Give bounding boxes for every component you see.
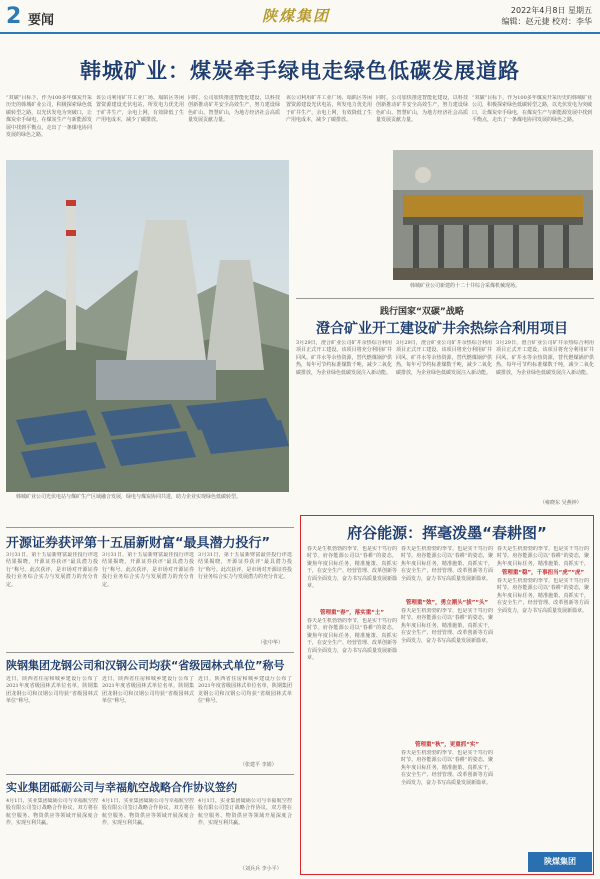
power-plant-caption: 韩城矿业公司光伏电站与煤矿生产区域融合发展，绿电与煤炭协同共进，助力企业实现绿色低碳转型。 (16, 494, 242, 500)
side-story-byline: （雍晓东 吴燕钟） (540, 500, 582, 506)
shiye-body-2: 4月1日，实业集团砥砺公司与幸福航空控股有限公司签订战略合作协议，双方将在航空服务、物资供应等领域开展深度合作，实现互利共赢。 (102, 798, 194, 827)
editor-credits: 编辑：赵元捷 校对：李华 (501, 17, 592, 26)
shaangang-title: 陕钢集团龙钢公司和汉钢公司均获“省级园林式单位”称号 (6, 659, 285, 672)
feature-subhead-2: 管理重“效”，勇立潮头“拔”“头” (405, 600, 489, 606)
feature-subhead-1: 管理重“春”，落实重“土” (320, 610, 384, 616)
shaangang-body-1: 近日，陕西省住房和城乡建设厅公布了2021年度省级园林式单位名单，陕钢集团龙钢公司和汉钢公司均获“省级园林式单位”称号。 (6, 676, 98, 705)
feature-body-1: 春天是生机勃勃的季节，也是实干笃行的时节。府谷能源公司以“春耕”的姿态，聚焦年度目标任务，精准施策、真抓实干，在安全生产、经营管理、改革创新等方面全面发力，奋力书写高质量发展新篇章。 (307, 546, 397, 590)
header-rule (0, 32, 600, 34)
shaangang-byline: （张建平 李娟） (240, 762, 277, 768)
feature-body-4: 春天是生机勃勃的季节，也是实干笃行的时节。府谷能源公司以“春耕”的姿态，聚焦年度目标任务，精准施策、真抓实干，在安全生产、经营管理、改革创新等方面全面发力，奋力书写高质量发展新篇章。 (401, 608, 493, 644)
section-name: 要闻 (28, 13, 55, 28)
feature-body-7: 春天是生机勃勃的季节，也是实干笃行的时节。府谷能源公司以“春耕”的姿态，聚焦年度目标任务，精准施策、真抓实干，在安全生产、经营管理、改革创新等方面全面发力，奋力书写高质量发展新篇章。 (497, 578, 589, 614)
main-story-body-5: 该公司利用矿井工业广场、塌陷区等闲置资源建设光伏电站，所发电力优先用于矿井生产，余电上网，有效降低了生产用电成本，减少了碳排放。 (286, 95, 372, 124)
kaiyuan-body-2: 3月31日，第十五届新财富最佳投行评选结果揭晓，开源证券获评“最具潜力投行”称号。此次获评，是市场对开源证券投行业务综合实力与发展潜力的充分肯定。 (102, 552, 194, 588)
shiye-byline: （刘兵兵 李小平） (240, 866, 282, 872)
page-number: 2 (6, 4, 22, 29)
feature-subhead-3: 管理重“秋”，更重抓“实” (415, 742, 479, 748)
issue-date: 2022年4月8日 星期五 (510, 6, 592, 15)
side-story-kicker: 践行国家“双碳”战略 (380, 307, 464, 317)
divider-side (296, 298, 594, 299)
main-story-body-3: 同时，公司加快推进智能化建设，以科技创新推动矿井安全高效生产，努力建设绿色矿山、智慧矿山，为地方经济社会高质量发展贡献力量。 (188, 95, 280, 124)
shiye-title: 实业集团砥砺公司与幸福航空战略合作协议签约 (6, 781, 237, 794)
masthead (0, 0, 600, 34)
main-story-lead: “双碳”目标下，作为100多年煤炭开采历史的韩城矿业公司，积极探索绿色低碳转型之路，以光伏发电为突破口，让煤炭牵手绿电，在煤炭生产与新能源发展中找到平衡点，走出了一条煤电协同发展的绿色之路。 (6, 95, 92, 139)
side-story-title: 澄合矿业开工建设矿井余热综合利用项目 (316, 321, 568, 337)
kaiyuan-body-1: 3月31日，第十五届新财富最佳投行评选结果揭晓，开源证券获评“最具潜力投行”称号。此次获评，是市场对开源证券投行业务综合实力与发展潜力的充分肯定。 (6, 552, 98, 588)
shaangang-body-3: 近日，陕西省住房和城乡建设厅公布了2021年度省级园林式单位名单，陕钢集团龙钢公司和汉钢公司均获“省级园林式单位”称号。 (198, 676, 292, 705)
feature-body-6: 春天是生机勃勃的季节，也是实干笃行的时节。府谷能源公司以“春耕”的姿态，聚焦年度目标任务，精准施策、真抓实干， (497, 546, 589, 566)
kaiyuan-body-3: 3月31日，第十五届新财富最佳投行评选结果揭晓，开源证券获评“最具潜力投行”称号。此次获评，是市场对开源证券投行业务综合实力与发展潜力的充分肯定。 (198, 552, 292, 581)
main-story-body-7: “双碳”目标下，作为100多年煤炭开采历史的韩城矿业公司，积极探索绿色低碳转型之路，以光伏发电为突破口，让煤炭牵手绿电，在煤炭生产与新能源发展中找到平衡点，走出了一条煤电协同发展的绿色之路。 (472, 95, 592, 124)
feature-body-3: 春天是生机勃勃的季节，也是实干笃行的时节。府谷能源公司以“春耕”的姿态，聚焦年度目标任务，精准施策、真抓实干，在安全生产、经营管理、改革创新等方面全面发力，奋力书写高质量发展新篇章。 (401, 546, 493, 582)
divider-left-2 (6, 652, 294, 653)
power-plant-photo (6, 160, 289, 492)
feature-subhead-4: 管理重“稳”，千事担当“虎”“虎” (501, 570, 585, 576)
shaangang-body-2: 近日，陕西省住房和城乡建设厅公布了2021年度省级园林式单位名单，陕钢集团龙钢公司和汉钢公司均获“省级园林式单位”称号。 (102, 676, 194, 705)
kaiyuan-byline: （张中华） (258, 640, 284, 646)
feature-body-2: 春天是生机勃勃的季节，也是实干笃行的时节。府谷能源公司以“春耕”的姿态，聚焦年度目标任务，精准施策、真抓实干，在安全生产、经营管理、改革创新等方面全面发力，奋力书写高质量发展新篇章。 (307, 618, 397, 662)
main-story-body-2: 该公司利用矿井工业广场、塌陷区等闲置资源建设光伏电站，所发电力优先用于矿井生产，余电上网，有效降低了生产用电成本，减少了碳排放。 (96, 95, 184, 124)
mining-machinery-photo (393, 150, 593, 280)
divider-left-1 (6, 527, 294, 528)
side-story-body-3: 3月29日，澄合矿业公司矿井余热综合利用项目正式开工建设。该项目将充分利用矿井回风、矿井水等余热资源，替代燃煤锅炉供热，每年可节约标准煤数千吨，减少二氧化碳排放，为企业绿色低碳发展注入新动能。 (496, 340, 594, 376)
side-story-body-2: 3月29日，澄合矿业公司矿井余热综合利用项目正式开工建设。该项目将充分利用矿井回风、矿井水等余热资源，替代燃煤锅炉供热，每年可节约标准煤数千吨，减少二氧化碳排放，为企业绿色低碳发展注入新动能。 (396, 340, 492, 376)
feature-title: 府谷能源：挥毫泼墨“春耕图” (347, 524, 547, 542)
machinery-caption: 韩城矿业公司新建的十二十井综合采煤机械现场。 (410, 283, 521, 289)
newspaper-logo: 陕煤集团 (262, 7, 331, 25)
divider-left-3 (6, 774, 294, 775)
footer-tag: 陕煤集团 (528, 852, 592, 872)
side-story-body-1: 3月29日，澄合矿业公司矿井余热综合利用项目正式开工建设。该项目将充分利用矿井回风、矿井水等余热资源，替代燃煤锅炉供热，每年可节约标准煤数千吨，减少二氧化碳排放，为企业绿色低碳发展注入新动能。 (296, 340, 392, 376)
kaiyuan-title: 开源证券获评第十五届新财富“最具潜力投行” (6, 536, 271, 551)
shiye-body-3: 4月1日，实业集团砥砺公司与幸福航空控股有限公司签订战略合作协议，双方将在航空服务、物资供应等领域开展深度合作，实现互利共赢。 (198, 798, 292, 827)
date-editor-line (501, 5, 592, 27)
feature-body-5: 春天是生机勃勃的季节，也是实干笃行的时节。府谷能源公司以“春耕”的姿态，聚焦年度目标任务，精准施策、真抓实干，在安全生产、经营管理、改革创新等方面全面发力，奋力书写高质量发展新篇章。 (401, 750, 493, 786)
main-story-body-6: 同时，公司加快推进智能化建设，以科技创新推动矿井安全高效生产，努力建设绿色矿山、智慧矿山，为地方经济社会高质量发展贡献力量。 (376, 95, 468, 124)
shiye-body-1: 4月1日，实业集团砥砺公司与幸福航空控股有限公司签订战略合作协议，双方将在航空服务、物资供应等领域开展深度合作，实现互利共赢。 (6, 798, 98, 827)
lead-headline: 韩城矿业：煤炭牵手绿电走绿色低碳发展道路 (80, 59, 520, 83)
feature-box (300, 515, 594, 875)
